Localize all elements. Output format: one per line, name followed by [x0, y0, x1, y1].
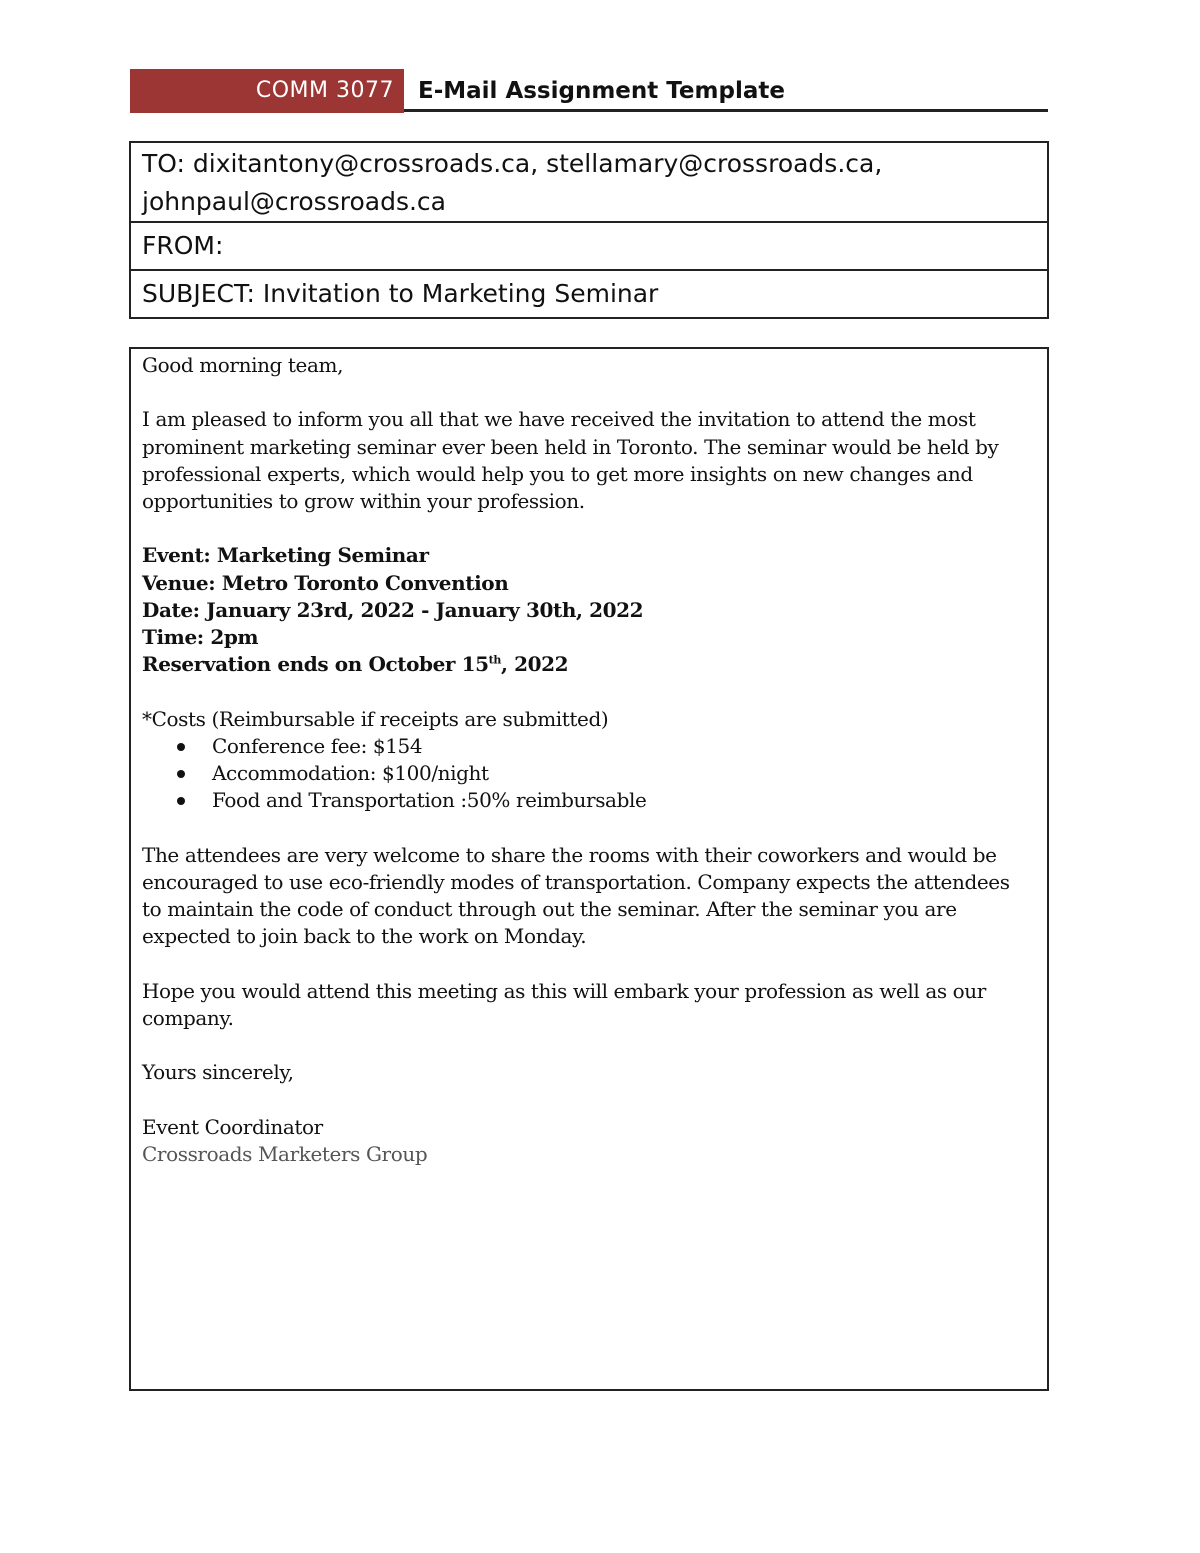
document-header	[130, 69, 1048, 113]
cost-item-text: Accommodation: $100/night	[212, 761, 489, 785]
signature-title: Event Coordinator	[142, 1114, 323, 1139]
to-field	[131, 143, 1047, 223]
reservation-suffix: , 2022	[500, 652, 569, 677]
intro-paragraph: I am pleased to inform you all that we have received the invitation to attend the most prominent marketing seminar ever been held in Toronto. The seminar would be held by professional experts, which would help you to get more insights on new changes and opportunities to grow within your profession.	[142, 407, 999, 513]
time-line: Time: 2pm	[142, 625, 259, 649]
signature-company: Crossroads Marketers Group	[142, 1141, 428, 1166]
course-code: COMM 3077	[255, 78, 394, 103]
event-details	[142, 542, 1032, 678]
list-item	[142, 787, 1032, 814]
closing-paragraph: Hope you would attend this meeting as this will embark your profession as well as our company.	[142, 978, 986, 1030]
costs-list	[142, 733, 1032, 815]
subject-value: Invitation to Marketing Seminar	[254, 279, 659, 308]
list-item	[142, 733, 1032, 760]
bullet-icon	[177, 770, 185, 778]
attendees-paragraph: The attendees are very welcome to share the rooms with their coworkers and would be encouraged to use eco-friendly modes of transportation. Company expects the attendees to maintain the code of conduct through out the seminar. After the seminar you are expected to join back to the work on Monday.	[142, 842, 1010, 949]
event-line: Event: Marketing Seminar	[142, 543, 429, 568]
bullet-icon	[177, 743, 185, 751]
venue-line: Venue: Metro Toronto Convention	[142, 570, 509, 595]
subject-label: SUBJECT:	[142, 279, 255, 308]
cost-item-text: Conference fee: $154	[212, 733, 423, 758]
course-code-banner	[130, 69, 404, 113]
address-table	[129, 141, 1049, 319]
costs-heading: *Costs (Reimbursable if receipts are submitted)	[142, 706, 609, 731]
from-label: FROM:	[142, 231, 224, 260]
bullet-icon	[177, 797, 185, 805]
subject-field	[131, 271, 1047, 317]
header-rule	[404, 109, 1048, 112]
date-line: Date: January 23rd, 2022 - January 30th, 2022	[142, 597, 644, 622]
list-item	[142, 760, 1032, 787]
email-body-box	[129, 347, 1049, 1391]
reservation-superscript: th	[488, 653, 501, 667]
from-field	[131, 223, 1047, 271]
reservation-prefix: Reservation ends on October 15	[142, 652, 489, 677]
reservation-line	[142, 651, 1032, 678]
email-body	[142, 352, 1032, 1168]
greeting: Good morning team,	[142, 353, 344, 377]
to-line-1: TO: dixitantony@crossroads.ca, stellamary@crossroads.ca,	[142, 149, 883, 178]
sign-off: Yours sincerely,	[142, 1060, 294, 1085]
to-line-2: johnpaul@crossroads.ca	[142, 187, 446, 216]
document-title: E-Mail Assignment Template	[418, 78, 785, 104]
cost-item-text: Food and Transportation :50% reimbursable	[212, 788, 647, 813]
